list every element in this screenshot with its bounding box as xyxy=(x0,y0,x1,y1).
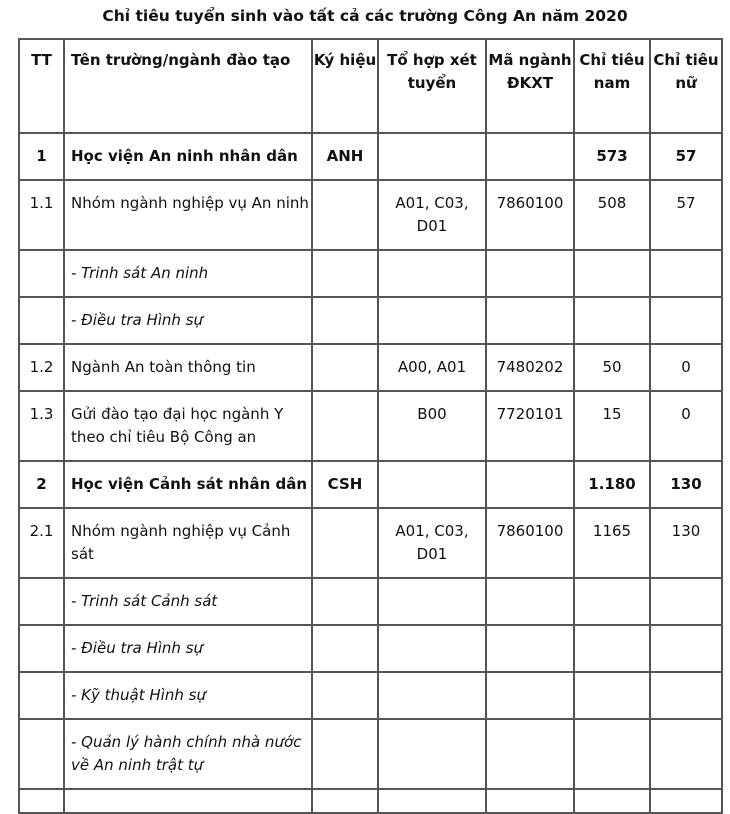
cell-tt: 1.1 xyxy=(19,180,64,250)
cell-combo: A00, A01 xyxy=(378,344,486,391)
cell-female: 57 xyxy=(650,133,722,180)
cell-female: 0 xyxy=(650,391,722,461)
table-row xyxy=(19,789,722,813)
cell-tt xyxy=(19,250,64,297)
cell-major xyxy=(486,625,574,672)
cell-name: Ngành An toàn thông tin xyxy=(64,344,312,391)
cell-empty xyxy=(312,789,378,813)
cell-code xyxy=(312,297,378,344)
cell-name: - Điều tra Hình sự xyxy=(64,625,312,672)
cell-name: - Điều tra Hình sự xyxy=(64,297,312,344)
header-tt: TT xyxy=(19,39,64,133)
table-row xyxy=(19,133,722,180)
cell-tt xyxy=(19,625,64,672)
cell-tt: 2 xyxy=(19,461,64,508)
cell-major xyxy=(486,297,574,344)
header-code: Ký hiệu xyxy=(312,39,378,133)
cell-empty xyxy=(486,789,574,813)
header-female: Chỉ tiêu nữ xyxy=(650,39,722,133)
cell-major: 7480202 xyxy=(486,344,574,391)
cell-empty xyxy=(378,789,486,813)
cell-name: Học viện An ninh nhân dân xyxy=(64,133,312,180)
cell-male xyxy=(574,719,650,789)
cell-combo xyxy=(378,133,486,180)
cell-code: ANH xyxy=(312,133,378,180)
cell-code: CSH xyxy=(312,461,378,508)
cell-name: - Trinh sát Cảnh sát xyxy=(64,578,312,625)
cell-empty xyxy=(574,789,650,813)
cell-tt: 1.2 xyxy=(19,344,64,391)
cell-code xyxy=(312,625,378,672)
cell-tt xyxy=(19,719,64,789)
header-major: Mã ngành ĐKXT xyxy=(486,39,574,133)
cell-female xyxy=(650,719,722,789)
page-title: Chỉ tiêu tuyển sinh vào tất cả các trường Công An năm 2020 xyxy=(102,7,628,25)
cell-name: - Trinh sát An ninh xyxy=(64,250,312,297)
table-row xyxy=(19,672,722,719)
cell-male xyxy=(574,625,650,672)
table-header-row xyxy=(19,39,722,133)
table-row xyxy=(19,344,722,391)
cell-major xyxy=(486,578,574,625)
cell-female xyxy=(650,250,722,297)
table-row xyxy=(19,180,722,250)
cell-female: 57 xyxy=(650,180,722,250)
cell-major xyxy=(486,719,574,789)
admission-quota-table xyxy=(18,38,723,814)
table-row xyxy=(19,250,722,297)
table-row xyxy=(19,391,722,461)
cell-empty xyxy=(650,789,722,813)
cell-tt xyxy=(19,297,64,344)
header-name: Tên trường/ngành đào tạo xyxy=(64,39,312,133)
cell-combo xyxy=(378,461,486,508)
cell-male xyxy=(574,297,650,344)
cell-name: - Quản lý hành chính nhà nước về An ninh trật tự xyxy=(64,719,312,789)
cell-code xyxy=(312,578,378,625)
cell-code xyxy=(312,672,378,719)
table-row xyxy=(19,625,722,672)
cell-combo xyxy=(378,578,486,625)
cell-female xyxy=(650,672,722,719)
cell-male xyxy=(574,672,650,719)
cell-combo xyxy=(378,250,486,297)
cell-female xyxy=(650,578,722,625)
cell-major: 7860100 xyxy=(486,180,574,250)
cell-male: 50 xyxy=(574,344,650,391)
cell-name: Gửi đào tạo đại học ngành Y theo chỉ tiêu Bộ Công an xyxy=(64,391,312,461)
cell-female: 0 xyxy=(650,344,722,391)
cell-male: 1.180 xyxy=(574,461,650,508)
cell-tt: 1 xyxy=(19,133,64,180)
cell-empty xyxy=(19,789,64,813)
cell-name: Nhóm ngành nghiệp vụ An ninh xyxy=(64,180,312,250)
cell-tt: 2.1 xyxy=(19,508,64,578)
cell-male: 508 xyxy=(574,180,650,250)
cell-male xyxy=(574,250,650,297)
cell-female: 130 xyxy=(650,508,722,578)
cell-male: 15 xyxy=(574,391,650,461)
cell-code xyxy=(312,391,378,461)
table-row xyxy=(19,297,722,344)
cell-male xyxy=(574,578,650,625)
cell-code xyxy=(312,719,378,789)
cell-code xyxy=(312,508,378,578)
cell-combo xyxy=(378,672,486,719)
cell-name: - Kỹ thuật Hình sự xyxy=(64,672,312,719)
cell-combo: A01, C03, D01 xyxy=(378,180,486,250)
cell-code xyxy=(312,180,378,250)
cell-combo xyxy=(378,719,486,789)
cell-major: 7720101 xyxy=(486,391,574,461)
cell-major xyxy=(486,250,574,297)
cell-major xyxy=(486,133,574,180)
header-male: Chỉ tiêu nam xyxy=(574,39,650,133)
cell-major: 7860100 xyxy=(486,508,574,578)
table-row xyxy=(19,461,722,508)
cell-combo xyxy=(378,625,486,672)
header-combo: Tổ hợp xét tuyển xyxy=(378,39,486,133)
cell-combo: A01, C03, D01 xyxy=(378,508,486,578)
cell-female xyxy=(650,625,722,672)
cell-tt xyxy=(19,672,64,719)
cell-code xyxy=(312,250,378,297)
cell-code xyxy=(312,344,378,391)
cell-male: 1165 xyxy=(574,508,650,578)
table-row xyxy=(19,508,722,578)
cell-combo xyxy=(378,297,486,344)
cell-female xyxy=(650,297,722,344)
cell-tt xyxy=(19,578,64,625)
cell-female: 130 xyxy=(650,461,722,508)
cell-major xyxy=(486,461,574,508)
cell-tt: 1.3 xyxy=(19,391,64,461)
cell-major xyxy=(486,672,574,719)
table-row xyxy=(19,578,722,625)
cell-combo: B00 xyxy=(378,391,486,461)
cell-empty xyxy=(64,789,312,813)
cell-name: Nhóm ngành nghiệp vụ Cảnh sát xyxy=(64,508,312,578)
table-row xyxy=(19,719,722,789)
cell-name: Học viện Cảnh sát nhân dân xyxy=(64,461,312,508)
cell-male: 573 xyxy=(574,133,650,180)
